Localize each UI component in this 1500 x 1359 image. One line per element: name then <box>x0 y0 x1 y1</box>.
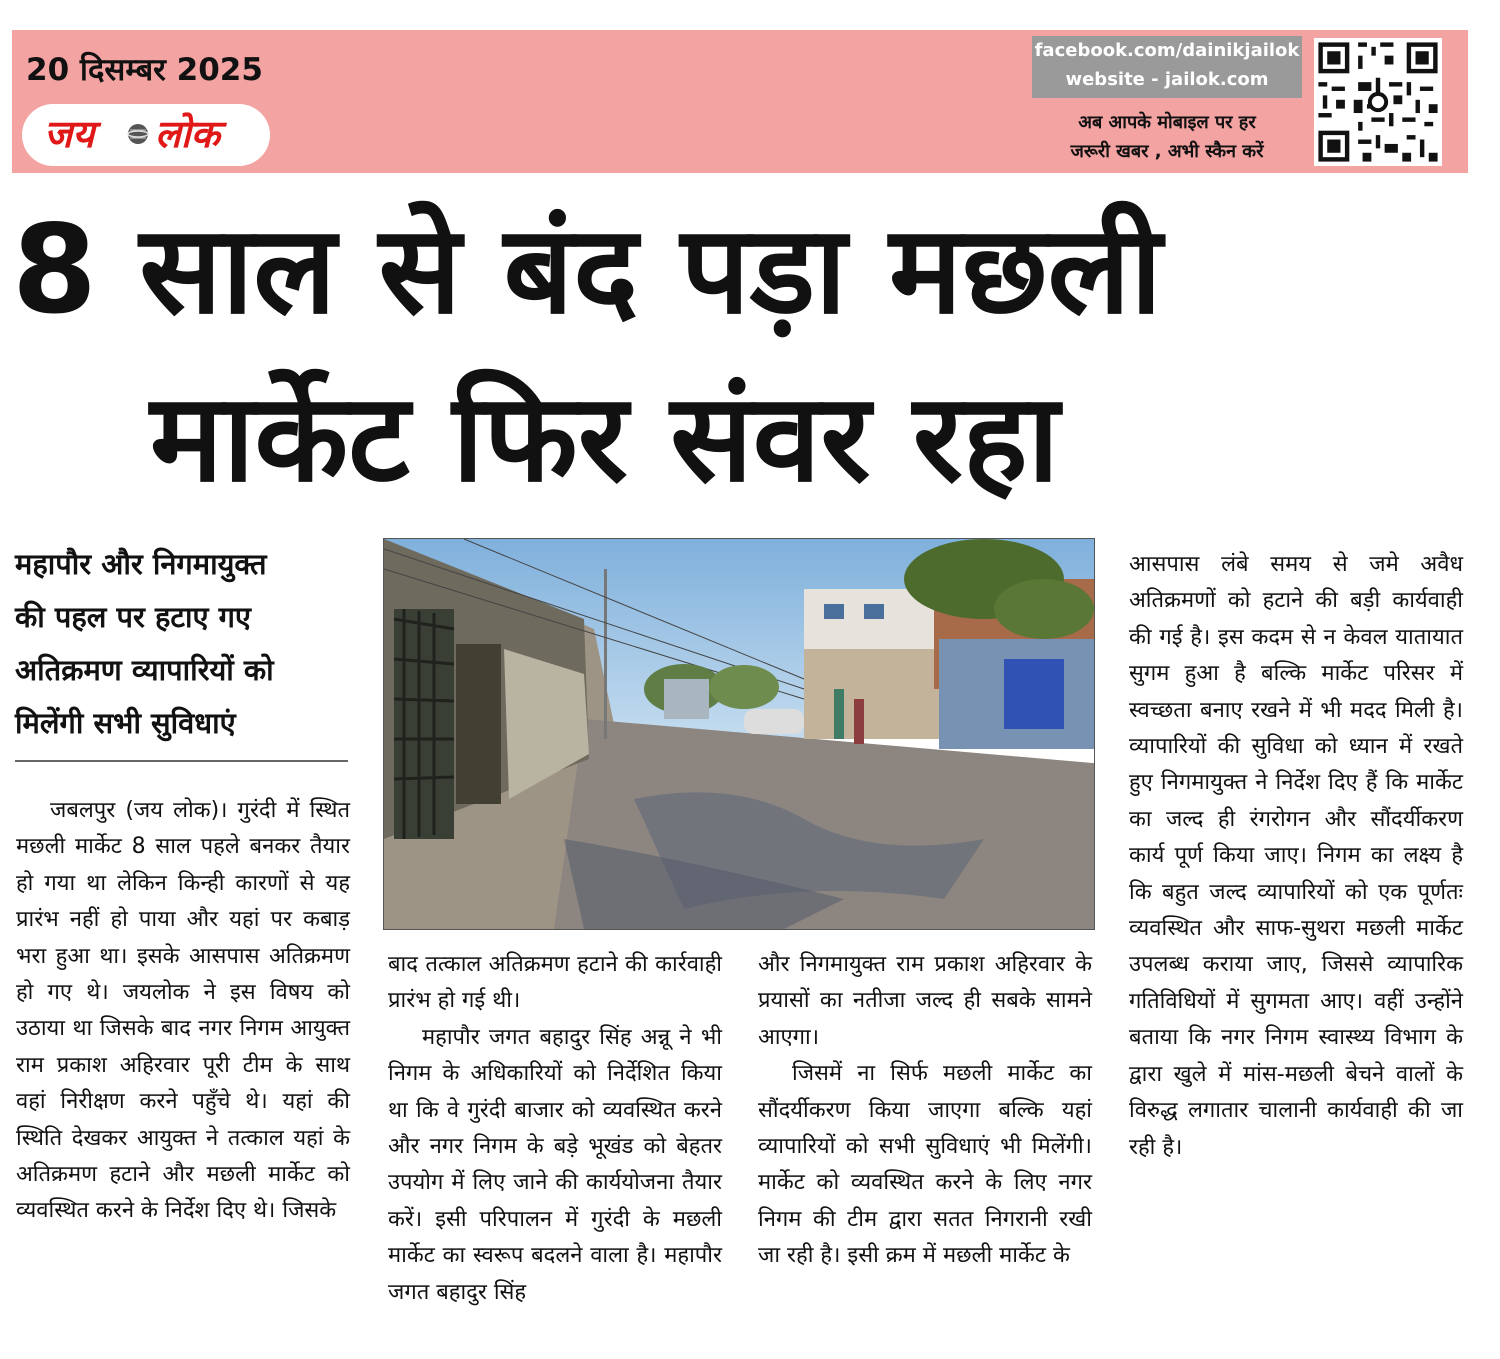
headline-line-1: 8 साल से बंद पड़ा मछली <box>12 199 1162 341</box>
column-3-paragraph-1: और निगमायुक्त राम प्रकाश अहिरवार के प्रयासों का नतीजा जल्द ही सबके सामने आएगा। <box>758 952 1092 1050</box>
article-column-2 <box>388 947 722 1311</box>
qr-code-icon[interactable] <box>1314 38 1442 166</box>
newspaper-logo[interactable] <box>22 104 270 166</box>
subheadline <box>15 538 360 750</box>
headline-line-2: मार्केट फिर संवर रहा <box>150 367 1060 509</box>
promo-line-1: अब आपके मोबाइल पर हर <box>1078 112 1256 133</box>
social-links-box <box>1032 36 1302 98</box>
article-column-4 <box>1129 547 1463 1166</box>
promo-line-2: जरूरी खबर , अभी स्कैन करें <box>1070 141 1264 162</box>
subheadline-divider <box>15 760 348 762</box>
article-column-3 <box>758 947 1092 1275</box>
masthead <box>12 30 1468 173</box>
article-column-1 <box>16 793 350 1230</box>
column-4-paragraph: आसपास लंबे समय से जमे अवैध अतिक्रमणों को हटाने की बड़ी कार्यवाही की गई है। इस कदम से न केवल यातायात सुगम हुआ है बल्कि मार्केट परिसर में स्वच्छता बनाए रखने में भी मदद मिली है। व्यापारियों की सुविधा को ध्यान में रखते हुए निगमायुक्त ने निर्देश दिए हैं कि मार्केट का जल्द ही रंगरोगन और सौंदर्यीकरण कार्य पूर्ण किया जाए। निगम का लक्ष्य है कि बहुत जल्द व्यापारियों को एक पूर्णतः व्यवस्थित और साफ-सुथरा मछली मार्केट उपलब्ध कराया जाए, जिससे व्यापारिक गतिविधियों में सुगमता आए। वहीं उन्होंने बताया कि नगर निगम स्वास्थ्य विभाग के द्वारा खुले में मांस-मछली बेचने वालों के विरुद्ध लगातार चालानी कार्यवाही की जा रही है। <box>1129 552 1463 1160</box>
news-photo <box>383 538 1095 930</box>
qr-promo-text <box>1032 108 1302 166</box>
subheadline-line-2: की पहल पर हटाए गए <box>15 600 251 634</box>
column-2-paragraph-2: महापौर जगत बहादुर सिंह अन्नू ने भी निगम के अधिकारियों को निर्देशित किया था कि वे गुरंदी बाजार को व्यवस्थित करने और नगर निगम के बड़े भूखंड को बेहतर उपयोग में लिए जाने की कार्ययोजना तैयार करें। इसी परिपालन में गुरंदी के मछली मार्केट का स्वरूप बदलने वाला है। महापौर जगत बहादुर सिंह <box>388 1024 722 1305</box>
website-link[interactable]: website - jailok.com <box>1065 69 1269 90</box>
facebook-link[interactable]: facebook.com/dainikjailok <box>1034 40 1300 61</box>
column-2-paragraph-1: बाद तत्काल अतिक्रमण हटाने की कार्रवाही प्रारंभ हो गई थी। <box>388 952 722 1014</box>
edition-date: 20 दिसम्बर 2025 <box>26 52 263 88</box>
column-3-paragraph-2: जिसमें ना सिर्फ मछली मार्केट का सौंदर्यीकरण किया जाएगा बल्कि यहां व्यापारियों को सभी सुविधाएं भी मिलेंगी। मार्केट को व्यवस्थित करने के लिए नगर निगम की टीम द्वारा सतत निगरानी रखी जा रही है। इसी क्रम में मछली मार्केट के <box>758 1061 1092 1269</box>
subheadline-line-4: मिलेंगी सभी सुविधाएं <box>15 706 236 740</box>
logo-text-right: लोक <box>155 112 220 156</box>
logo-text-left: जय <box>44 112 95 156</box>
subheadline-line-3: अतिक्रमण व्यापारियों को <box>15 653 274 687</box>
subheadline-line-1: महापौर और निगमायुक्त <box>15 547 267 581</box>
column-1-paragraph: जबलपुर (जय लोक)। गुरंदी में स्थित मछली मार्केट 8 साल पहले बनकर तैयार हो गया था लेकिन किन्ही कारणों से यह प्रारंभ नहीं हो पाया और यहां पर कबाड़ भरा हुआ था। इसके आसपास अतिक्रमण हो गए थे। जयलोक ने इस विषय को उठाया था जिसके बाद नगर निगम आयुक्त राम प्रकाश अहिरवार पूरी टीम के साथ वहां निरीक्षण करने पहुँचे थे। यहां की स्थिति देखकर आयुक्त ने तत्काल यहां के अतिक्रमण हटाने और मछली मार्केट को व्यवस्थित करने के निर्देश दिए थे। जिसके <box>16 798 350 1224</box>
globe-icon <box>126 122 150 146</box>
